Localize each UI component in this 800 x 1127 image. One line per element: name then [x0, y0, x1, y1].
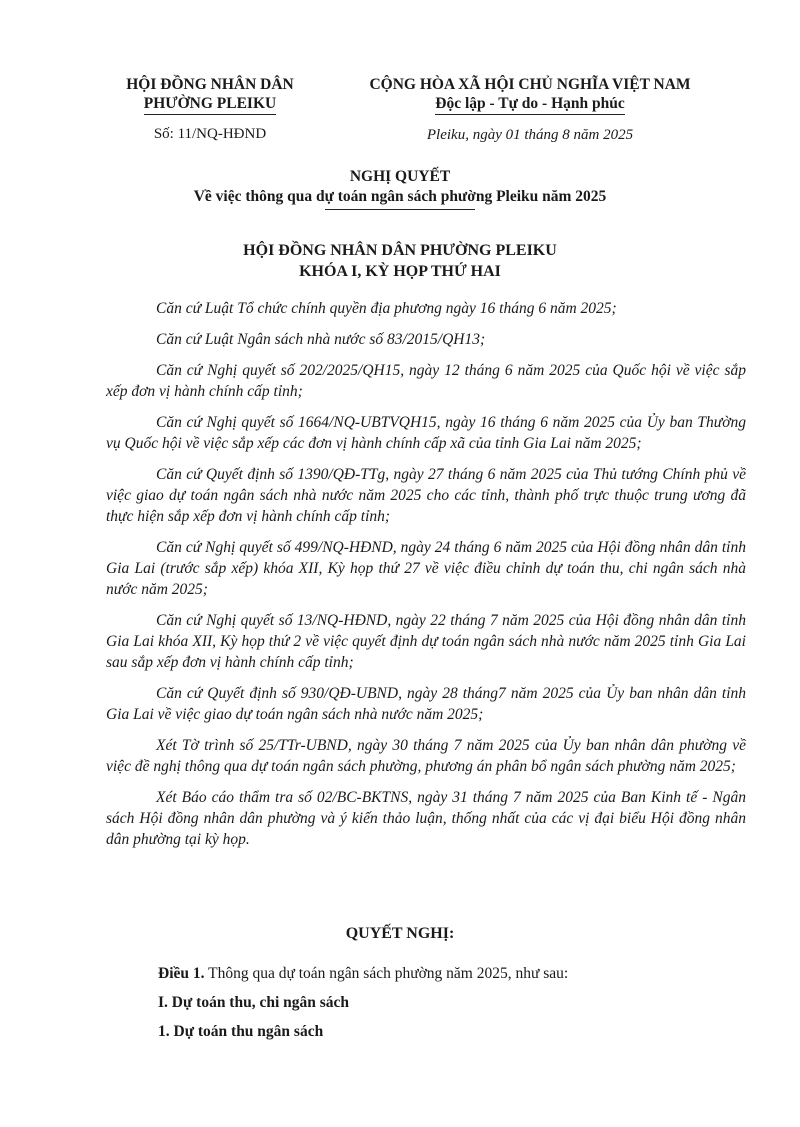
document-number: Số: 11/NQ-HĐND	[153, 126, 267, 142]
legal-basis-item: Căn cứ Nghị quyết số 13/NQ-HĐND, ngày 22 tháng 7 năm 2025 của Hội đồng nhân dân tỉnh Gia Lai khóa XII, Kỳ họp thứ 2 về việc quyết định dự toán ngân sách nhà nước năm 2025 tỉnh Gia Lai sau sắp xếp đơn vị hành chính cấp tỉnh;	[106, 612, 746, 671]
national-motto: Độc lập - Tự do - Hạnh phúc	[435, 94, 624, 115]
legal-basis-item: Căn cứ Luật Ngân sách nhà nước số 83/2015/QH13;	[156, 331, 486, 348]
council-session: KHÓA I, KỲ HỌP THỨ HAI	[299, 263, 501, 280]
legal-basis-item: Căn cứ Nghị quyết số 202/2025/QH15, ngày 12 tháng 6 năm 2025 của Quốc hội về việc sắp xếp đơn vị hành chính cấp tỉnh;	[106, 362, 746, 400]
authority-name-line2: PHƯỜNG PLEIKU	[144, 94, 276, 115]
legal-basis-item: Căn cứ Quyết định số 1390/QĐ-TTg, ngày 27 tháng 6 năm 2025 của Thủ tướng Chính phủ về việc giao dự toán ngân sách nhà nước năm 2025 cho các tỉnh, thành phố trực thuộc trung ương đã thực hiện sắp xếp đơn vị hành chính cấp tỉnh;	[106, 466, 746, 525]
article-1	[158, 963, 748, 984]
title-divider	[325, 209, 475, 210]
section-heading-I: I. Dự toán thu, chi ngân sách	[158, 994, 350, 1011]
council-heading	[60, 240, 740, 282]
decision-heading: QUYẾT NGHỊ:	[345, 925, 455, 942]
legal-basis-item: Căn cứ Nghị quyết số 1664/NQ-UBTVQH15, ngày 16 tháng 6 năm 2025 của Ủy ban Thường vụ Quốc hội về việc sắp xếp các đơn vị hành chính cấp xã của tỉnh Gia Lai năm 2025;	[106, 414, 746, 452]
country-name: CỘNG HÒA XÃ HỘI CHỦ NGHĨA VIỆT NAM	[369, 76, 691, 93]
place-and-date: Pleiku, ngày 01 tháng 8 năm 2025	[426, 127, 634, 143]
resolution-title-block	[60, 167, 740, 210]
resolution-subject: Về việc thông qua dự toán ngân sách phường Pleiku năm 2025	[193, 188, 607, 205]
legal-basis-item: Xét Tờ trình số 25/TTr-UBND, ngày 30 tháng 7 năm 2025 của Ủy ban nhân dân phường về việc đề nghị thông qua dự toán ngân sách phường, phương án phân bổ ngân sách phường năm 2025;	[106, 737, 746, 775]
article-1-label: Điều 1.	[158, 965, 205, 982]
legal-basis-item: Xét Báo cáo thẩm tra số 02/BC-BKTNS, ngày 31 tháng 7 năm 2025 của Ban Kinh tế - Ngân sách Hội đồng nhân dân phường và ý kiến thảo luận, thống nhất của các vị đại biểu Hội đồng nhân dân phường tại kỳ họp.	[106, 789, 746, 848]
legal-basis-item: Căn cứ Luật Tổ chức chính quyền địa phương ngày 16 tháng 6 năm 2025;	[156, 300, 617, 317]
section-heading-1: 1. Dự toán thu ngân sách	[158, 1023, 324, 1040]
legal-bases	[106, 298, 746, 860]
articles-section	[158, 963, 748, 1050]
issuing-authority-block	[95, 75, 325, 144]
article-1-text: Thông qua dự toán ngân sách phường năm 2025, như sau:	[204, 965, 569, 982]
document-type: NGHỊ QUYẾT	[349, 168, 451, 185]
council-name: HỘI ĐỒNG NHÂN DÂN PHƯỜNG PLEIKU	[243, 242, 557, 259]
legal-basis-item: Căn cứ Quyết định số 930/QĐ-UBND, ngày 28 tháng7 năm 2025 của Ủy ban nhân dân tỉnh Gia Lai về việc giao dự toán ngân sách nhà nước năm 2025;	[106, 685, 746, 723]
legal-basis-item: Căn cứ Nghị quyết số 499/NQ-HĐND, ngày 24 tháng 6 năm 2025 của Hội đồng nhân dân tỉnh Gia Lai (trước sắp xếp) khóa XII, Kỳ họp thứ 27 về việc điều chỉnh dự toán thu, chi ngân sách nhà nước năm 2025;	[106, 539, 746, 598]
national-header-block	[330, 75, 730, 145]
authority-name-line1: HỘI ĐỒNG NHÂN DÂN	[126, 76, 294, 93]
